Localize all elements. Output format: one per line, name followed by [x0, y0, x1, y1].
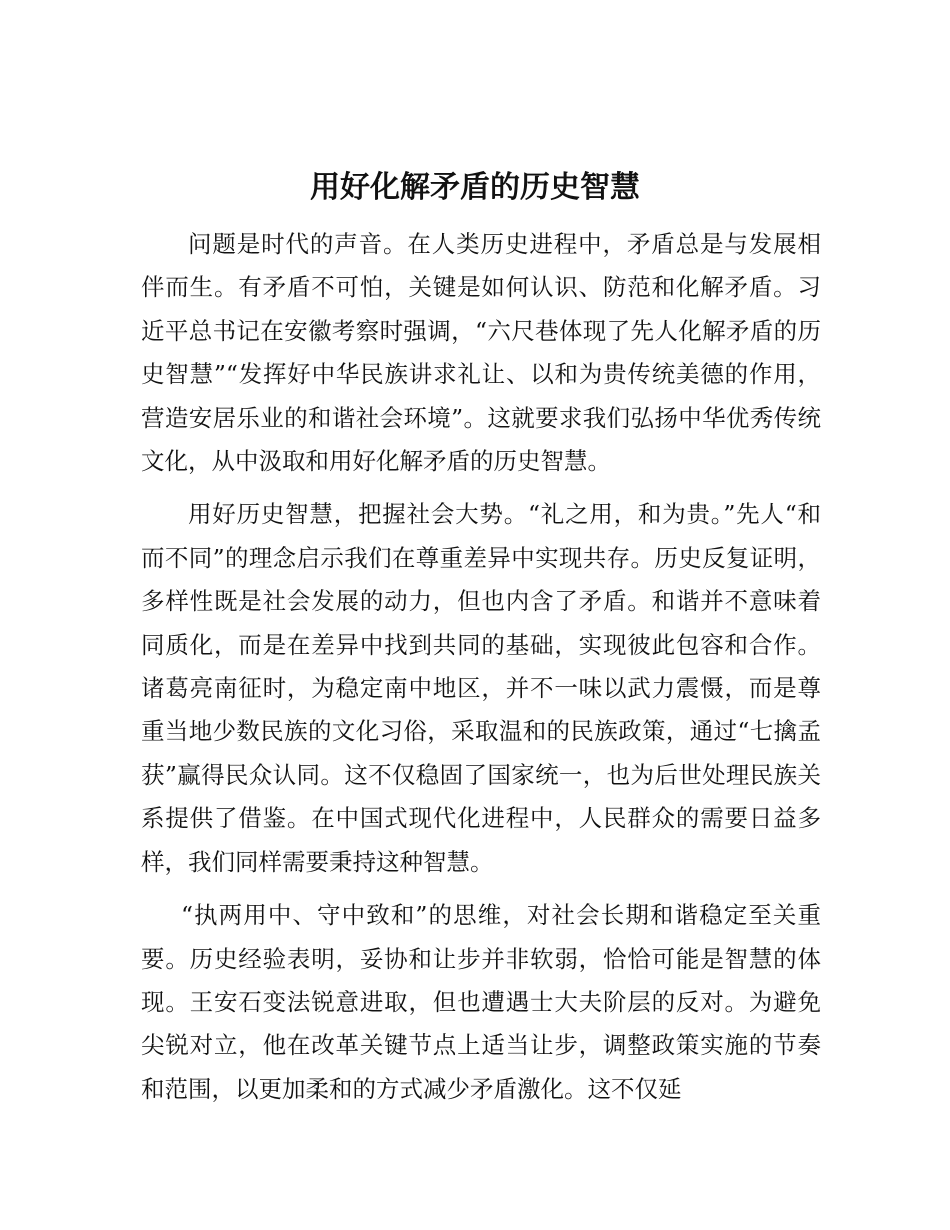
document-body	[141, 223, 821, 1111]
paragraph-1: 问题是时代的声音。在人类历史进程中，矛盾总是与发展相伴而生。有矛盾不可怕，关键是如何认识、防范和化解矛盾。习近平总书记在安徽考察时强调，“六尺巷体现了先人化解矛盾的历史智慧”“发挥好中华民族讲求礼让、以和为贵传统美德的作用，营造安居乐业的和谐社会环境”。这就要求我们弘扬中华优秀传统文化，从中汲取和用好化解矛盾的历史智慧。	[141, 230, 821, 476]
paragraph-3: “执两用中、守中致和”的思维，对社会长期和谐稳定至关重要。历史经验表明，妥协和让步并非软弱，恰恰可能是智慧的体现。王安石变法锐意进取，但也遭遇士大夫阶层的反对。为避免尖锐对立，他在改革关键节点上适当让步，调整政策实施的节奏和范围，以更加柔和的方式减少矛盾激化。这不仅延	[141, 901, 821, 1103]
paragraph-2: 用好历史智慧，把握社会大势。“礼之用，和为贵。”先人“和而不同”的理念启示我们在尊重差异中实现共存。历史反复证明，多样性既是社会发展的动力，但也内含了矛盾。和谐并不意味着同质化，而是在差异中找到共同的基础，实现彼此包容和合作。诸葛亮南征时，为稳定南中地区，并不一味以武力震慑，而是尊重当地少数民族的文化习俗，采取温和的民族政策，通过“七擒孟获”赢得民众认同。这不仅稳固了国家统一，也为后世处理民族关系提供了借鉴。在中国式现代化进程中，人民群众的需要日益多样，我们同样需要秉持这种智慧。	[141, 500, 821, 876]
document-title: 用好化解矛盾的历史智慧	[310, 170, 640, 205]
